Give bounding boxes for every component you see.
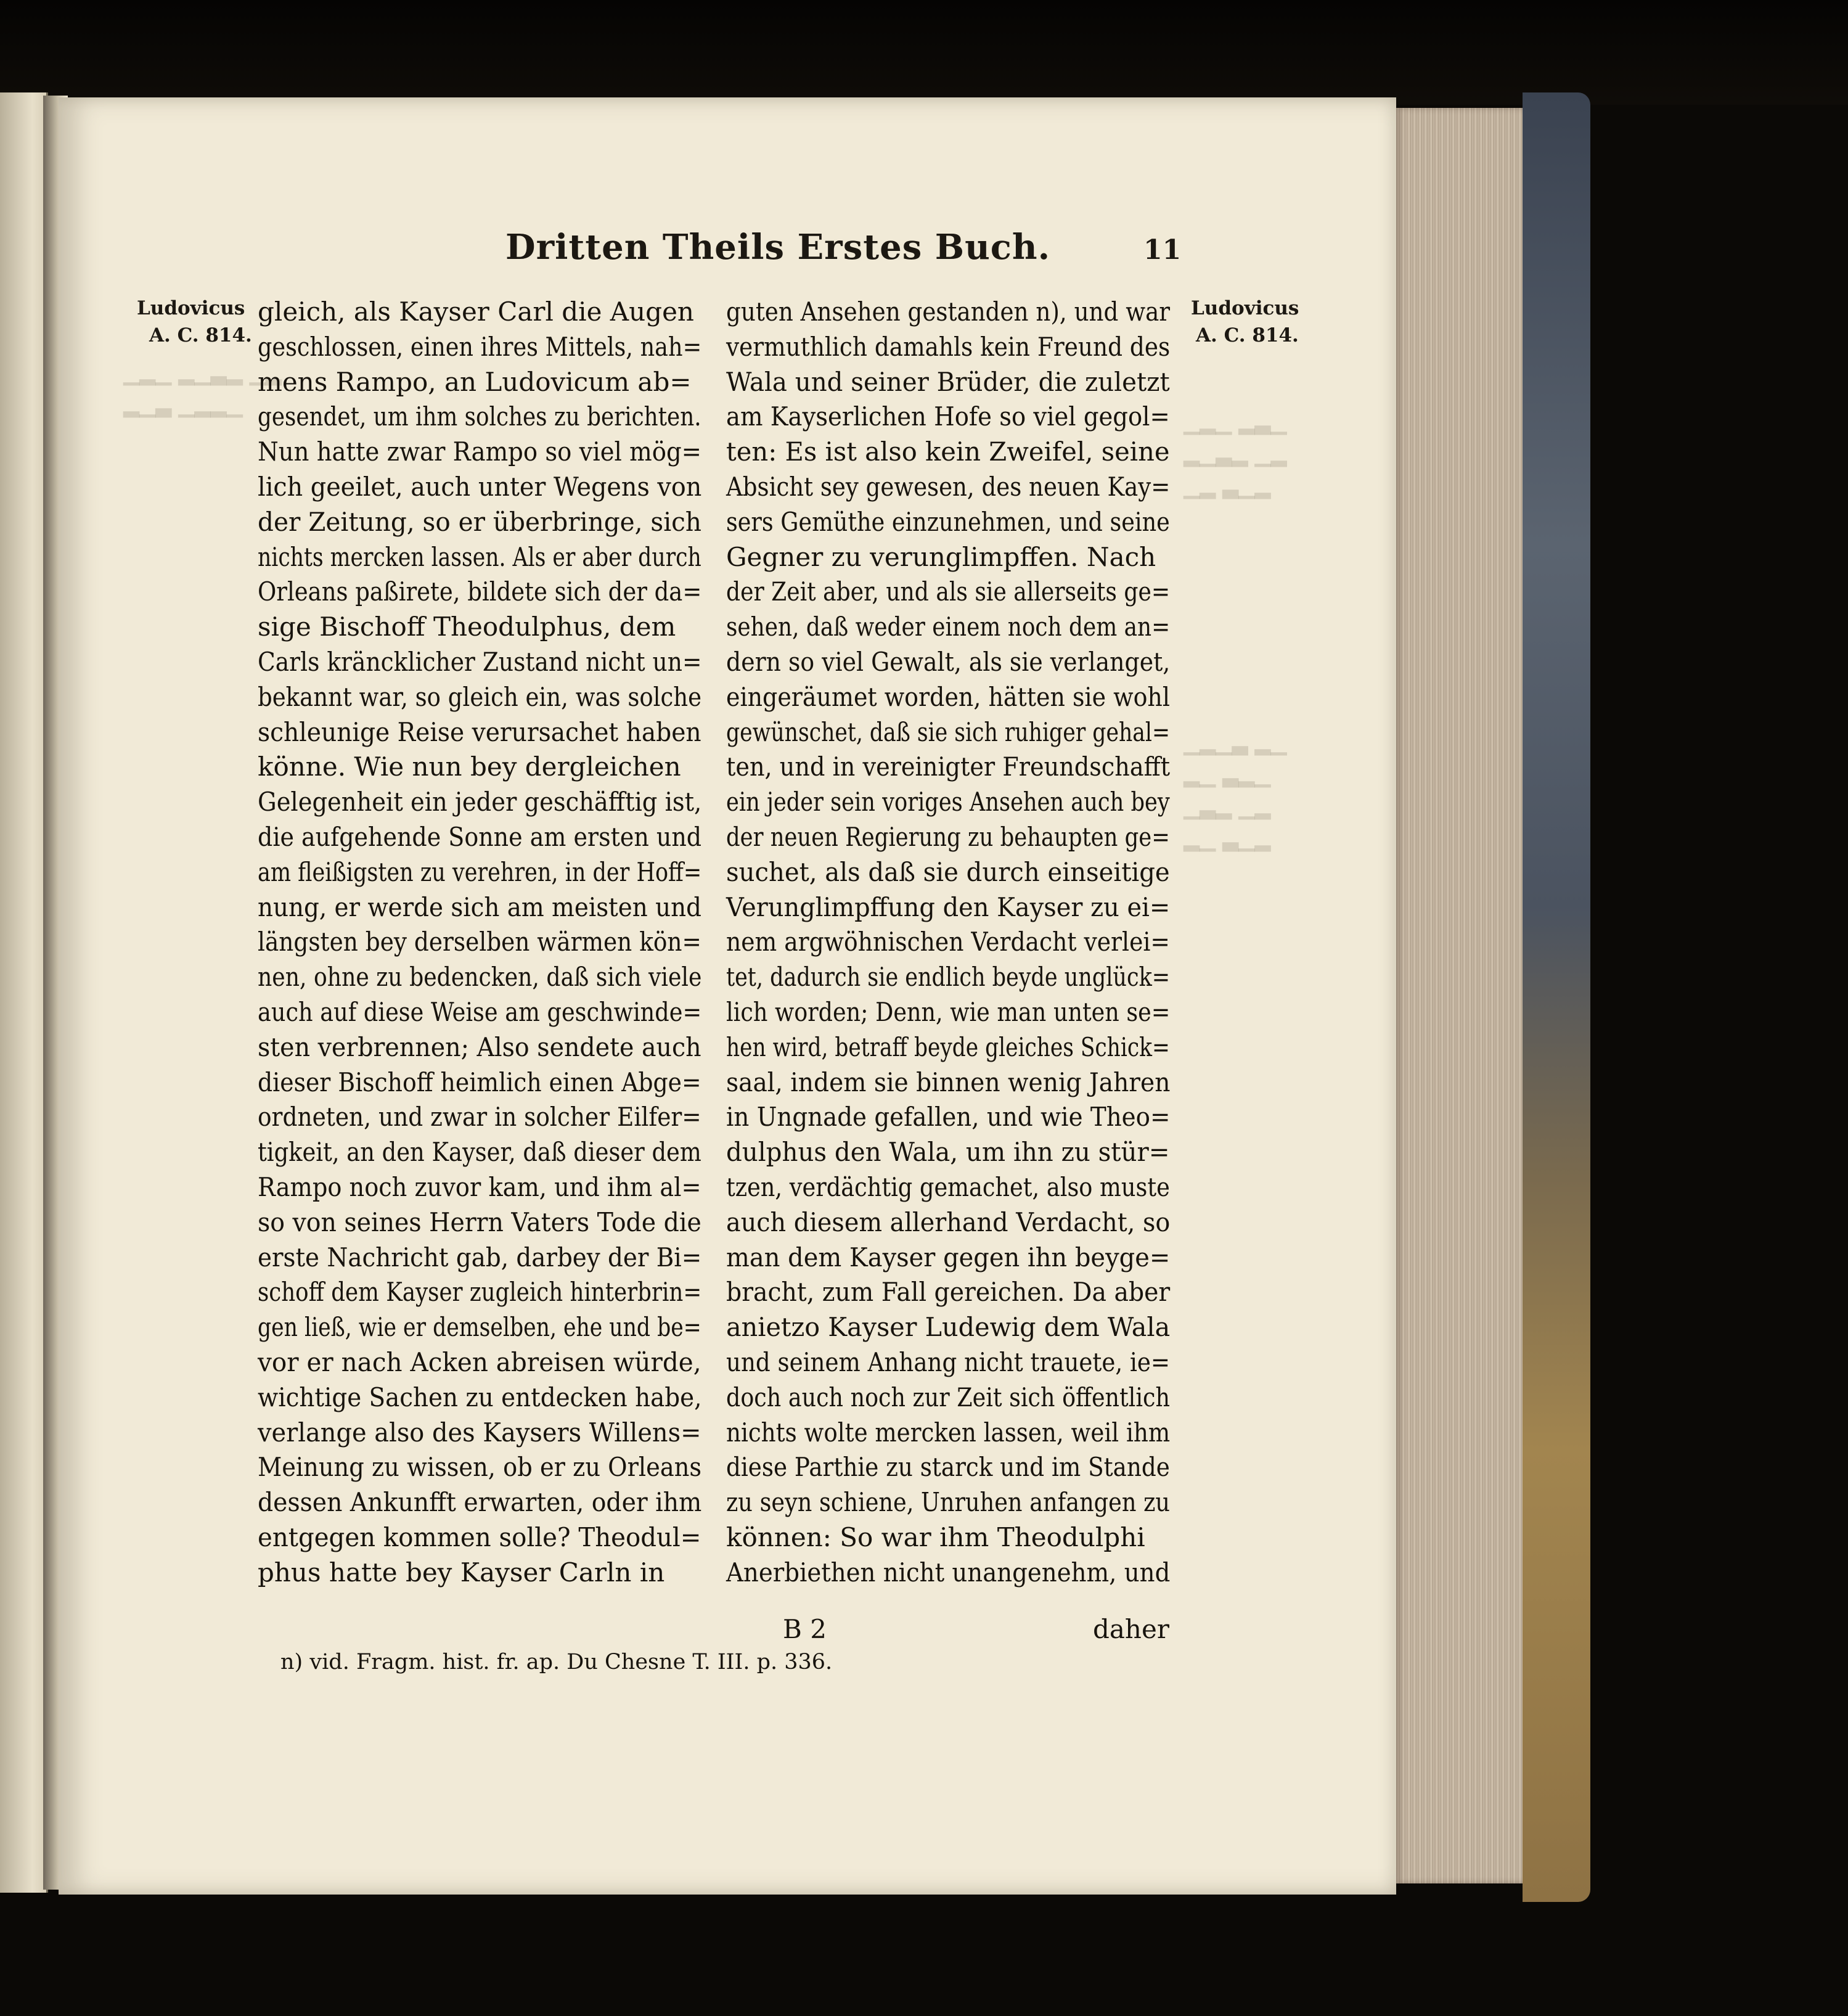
text-line: ordneten, und zwar in solcher Eilfer= bbox=[258, 1102, 701, 1133]
facing-page-edge bbox=[0, 92, 48, 1893]
text-line: am Kayserlichen Hofe so viel gegol= bbox=[726, 401, 1170, 432]
text-line: nem argwöhnischen Verdacht verlei= bbox=[726, 927, 1170, 957]
text-line: man dem Kayser gegen ihn beyge= bbox=[726, 1242, 1171, 1272]
text-line: nichts wolte mercken lassen, weil ihm bbox=[726, 1417, 1171, 1448]
text-line: bekannt war, so gleich ein, was solche bbox=[258, 681, 702, 712]
text-line: sehen, daß weder einem noch dem an= bbox=[726, 612, 1171, 642]
text-column-right bbox=[726, 295, 1170, 1590]
text-line: die aufgehende Sonne am ersten und bbox=[258, 821, 702, 852]
text-line: hen wird, betraff beyde gleiches Schick= bbox=[726, 1031, 1170, 1062]
text-line: Orleans paßirete, bildete sich der da= bbox=[258, 576, 702, 607]
bleed-through-texture: ▁▂▁▃ ▂▁ ▂▁ ▃▂▁ ▁▃▂ ▁▂ ▂▁ ▃▁▂ bbox=[1184, 731, 1287, 852]
book-cover bbox=[1523, 92, 1590, 1902]
page-number: 11 bbox=[1143, 234, 1182, 266]
signature-mark: B 2 bbox=[783, 1614, 827, 1644]
page-block-edges bbox=[1394, 108, 1539, 1883]
text-line: wichtige Sachen zu entdecken habe, bbox=[258, 1382, 702, 1412]
margin-note-right bbox=[1191, 295, 1299, 349]
text-line: Rampo noch zuvor kam, und ihm al= bbox=[258, 1171, 701, 1202]
text-line: auch auf diese Weise am geschwinde= bbox=[258, 996, 702, 1027]
margin-note-line: Ludovicus bbox=[1191, 297, 1299, 319]
text-line: zu seyn schiene, Unruhen anfangen zu bbox=[726, 1487, 1171, 1518]
text-line: in Ungnade gefallen, und wie Theo= bbox=[726, 1102, 1171, 1133]
text-line: der neuen Regierung zu behaupten ge= bbox=[726, 821, 1170, 852]
text-line: erste Nachricht gab, darbey der Bi= bbox=[258, 1242, 702, 1272]
running-header: Dritten Theils Erstes Buch. bbox=[505, 227, 1051, 268]
text-line: doch auch noch zur Zeit sich öffentlich bbox=[726, 1382, 1170, 1412]
text-line: dulphus den Wala, um ihn zu stür= bbox=[726, 1137, 1170, 1168]
text-line: dessen Ankunfft erwarten, oder ihm bbox=[258, 1487, 702, 1518]
text-line: so von seines Herrn Vaters Tode die bbox=[258, 1207, 701, 1237]
text-line: könne. Wie nun bey dergleichen bbox=[258, 752, 681, 782]
text-line: mens Rampo, an Ludovicum ab= bbox=[258, 366, 692, 397]
text-line: geschlossen, einen ihres Mittels, nah= bbox=[258, 331, 702, 362]
text-line: nung, er werde sich am meisten und bbox=[258, 891, 701, 922]
text-line: gleich, als Kayser Carl die Augen bbox=[258, 297, 694, 327]
text-line: schleunige Reise verursachet haben bbox=[258, 716, 701, 747]
text-line: Carls kräncklicher Zustand nicht un= bbox=[258, 646, 702, 677]
text-line: sige Bischoff Theodulphus, dem bbox=[258, 612, 676, 642]
text-column-left bbox=[258, 295, 701, 1590]
margin-note-line: A. C. 814. bbox=[149, 324, 252, 346]
text-line: Gelegenheit ein jeder geschäfftig ist, bbox=[258, 787, 702, 817]
bleed-through-texture: ▁▂▁ ▂▃▁ ▂▁▃▂ ▁▂ ▁▂ ▃▁▂ bbox=[1184, 411, 1287, 499]
text-line: lich geeilet, auch unter Wegens von bbox=[258, 471, 702, 502]
text-line: gen ließ, wie er demselben, ehe und be= bbox=[258, 1312, 701, 1343]
text-line: verlange also des Kaysers Willens= bbox=[258, 1417, 701, 1448]
text-line: schoff dem Kayser zugleich hinterbrin= bbox=[258, 1277, 702, 1308]
text-line: guten Ansehen gestanden n), und war bbox=[726, 297, 1171, 327]
text-line: tzen, verdächtig gemachet, also muste bbox=[726, 1171, 1170, 1202]
text-line: tet, dadurch sie endlich beyde unglück= bbox=[726, 962, 1171, 993]
text-line: gesendet, um ihm solches zu berichten. bbox=[258, 401, 701, 432]
text-line: entgegen kommen solle? Theodul= bbox=[258, 1522, 701, 1552]
catchword: daher bbox=[1093, 1614, 1169, 1644]
text-line: eingeräumet worden, hätten sie wohl bbox=[726, 681, 1170, 712]
margin-note-line: A. C. 814. bbox=[1196, 324, 1299, 346]
text-line: auch diesem allerhand Verdacht, so bbox=[726, 1207, 1171, 1237]
text-line: nichts mercken lassen. Als er aber durch bbox=[258, 541, 701, 572]
text-line: gewünschet, daß sie sich ruhiger gehal= bbox=[726, 716, 1171, 747]
text-line: am fleißigsten zu verehren, in der Hoff= bbox=[258, 856, 702, 887]
text-line: dern so viel Gewalt, als sie verlanget, bbox=[726, 646, 1171, 677]
footnote: n) vid. Fragm. hist. fr. ap. Du Chesne T. III. p. 336. bbox=[280, 1650, 833, 1674]
text-line: Wala und seiner Brüder, die zuletzt bbox=[726, 366, 1170, 397]
text-line: sten verbrennen; Also sendete auch bbox=[258, 1031, 701, 1062]
text-line: bracht, zum Fall gereichen. Da aber bbox=[726, 1277, 1171, 1308]
text-line: Anerbiethen nicht unangenehm, und bbox=[726, 1557, 1171, 1588]
text-line: vermuthlich damahls kein Freund des bbox=[726, 331, 1171, 362]
margin-note-line: Ludovicus bbox=[137, 297, 245, 319]
text-line: und seinem Anhang nicht trauete, ie= bbox=[726, 1346, 1171, 1377]
text-line: ein jeder sein voriges Ansehen auch bey bbox=[726, 787, 1170, 817]
text-line: Meinung zu wissen, ob er zu Orleans bbox=[258, 1452, 702, 1483]
text-line: der Zeitung, so er überbringe, sich bbox=[258, 506, 701, 537]
text-line: saal, indem sie binnen wenig Jahren bbox=[726, 1067, 1171, 1097]
text-line: phus hatte bey Kayser Carln in bbox=[258, 1557, 665, 1588]
text-line: anietzo Kayser Ludewig dem Wala bbox=[726, 1312, 1171, 1343]
bleed-through-texture: ▁▂▁ ▂▁▃▂ ▁▂ ▂▁▃ ▁▂▂▁ bbox=[123, 361, 282, 418]
text-line: dieser Bischoff heimlich einen Abge= bbox=[258, 1067, 701, 1097]
text-line: Nun hatte zwar Rampo so viel mög= bbox=[258, 436, 701, 467]
text-line: können: So war ihm Theodulphi bbox=[726, 1522, 1145, 1552]
text-line: diese Parthie zu starck und im Stande bbox=[726, 1452, 1170, 1483]
text-line: Absicht sey gewesen, des neuen Kay= bbox=[726, 471, 1171, 502]
dark-background bbox=[0, 0, 1848, 105]
text-line: sers Gemüthe einzunehmen, und seine bbox=[726, 506, 1170, 537]
text-line: der Zeit aber, und als sie allerseits ge= bbox=[726, 576, 1171, 607]
text-line: tigkeit, an den Kayser, daß dieser dem bbox=[258, 1137, 701, 1168]
text-line: längsten bey derselben wärmen kön= bbox=[258, 927, 701, 957]
text-line: lich worden; Denn, wie man unten se= bbox=[726, 996, 1171, 1027]
text-line: suchet, als daß sie durch einseitige bbox=[726, 856, 1170, 887]
text-line: Verunglimpffung den Kayser zu ei= bbox=[726, 891, 1171, 922]
text-line: Gegner zu verunglimpffen. Nach bbox=[726, 541, 1156, 572]
margin-note-left bbox=[137, 295, 252, 349]
text-line: ten: Es ist also kein Zweifel, seine bbox=[726, 436, 1170, 467]
text-line: nen, ohne zu bedencken, daß sich viele bbox=[258, 962, 702, 993]
text-line: ten, und in vereinigter Freundschafft bbox=[726, 752, 1171, 782]
text-line: vor er nach Acken abreisen würde, bbox=[258, 1346, 701, 1377]
